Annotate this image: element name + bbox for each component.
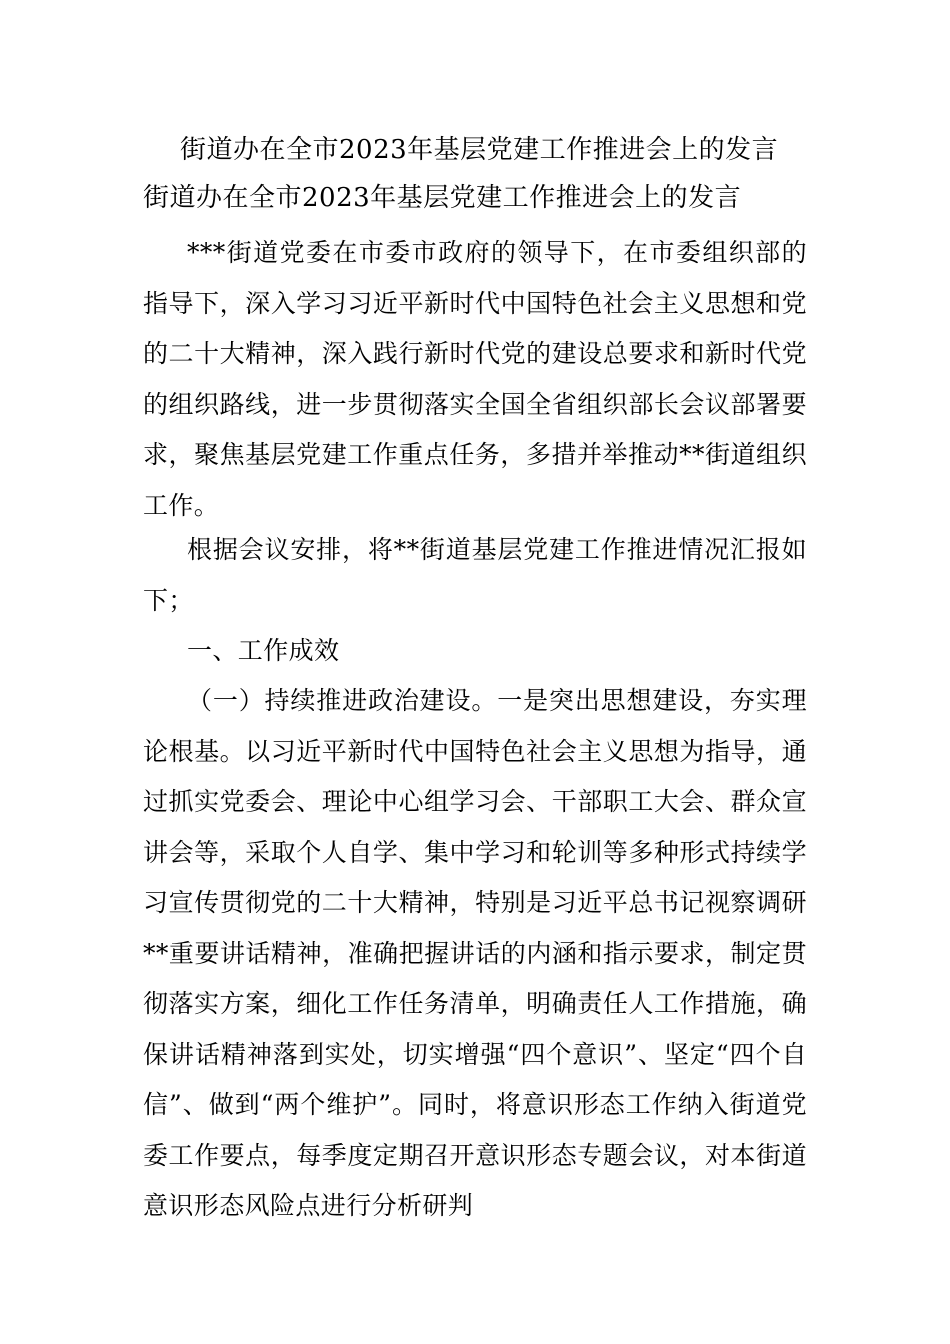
paragraph-report-intro: 根据会议安排，将**街道基层党建工作推进情况汇报如下； bbox=[143, 535, 807, 615]
document-title-repeat: 街道办在全市2023年基层党建工作推进会上的发言 bbox=[143, 183, 742, 213]
document-title: 街道办在全市2023年基层党建工作推进会上的发言 bbox=[180, 135, 779, 165]
section-heading-achievements: 一、工作成效 bbox=[187, 636, 340, 665]
paragraph-political-construction: （一）持续推进政治建设。一是突出思想建设，夯实理论根基。以习近平新时代中国特色社会主义思想为指导，通过抓实党委会、理论中心组学习会、干部职工大会、群众宣讲会等，采取个人自学、集中学习和轮训等多种形式持续学习宣传贯彻党的二十大精神，特别是习近平总书记视察调研**重要讲话精神，准确把握讲话的内涵和指示要求，制定贯彻落实方案，细化工作任务清单，明确责任人工作措施，确保讲话精神落到实处，切实增强“四个意识”、坚定“四个自信”、做到“两个维护”。同时，将意识形态工作纳入街道党委工作要点，每季度定期召开意识形态专题会议，对本街道意识形态风险点进行分析研判 bbox=[143, 686, 807, 1220]
paragraph-intro: ***街道党委在市委市政府的领导下，在市委组织部的指导下，深入学习习近平新时代中国特色社会主义思想和党的二十大精神，深入践行新时代党的建设总要求和新时代党的组织路线，进一步贯彻落实全国全省组织部长会议部署要求，聚焦基层党建工作重点任务，多措并举推动**街道组织工作。 bbox=[143, 238, 807, 520]
